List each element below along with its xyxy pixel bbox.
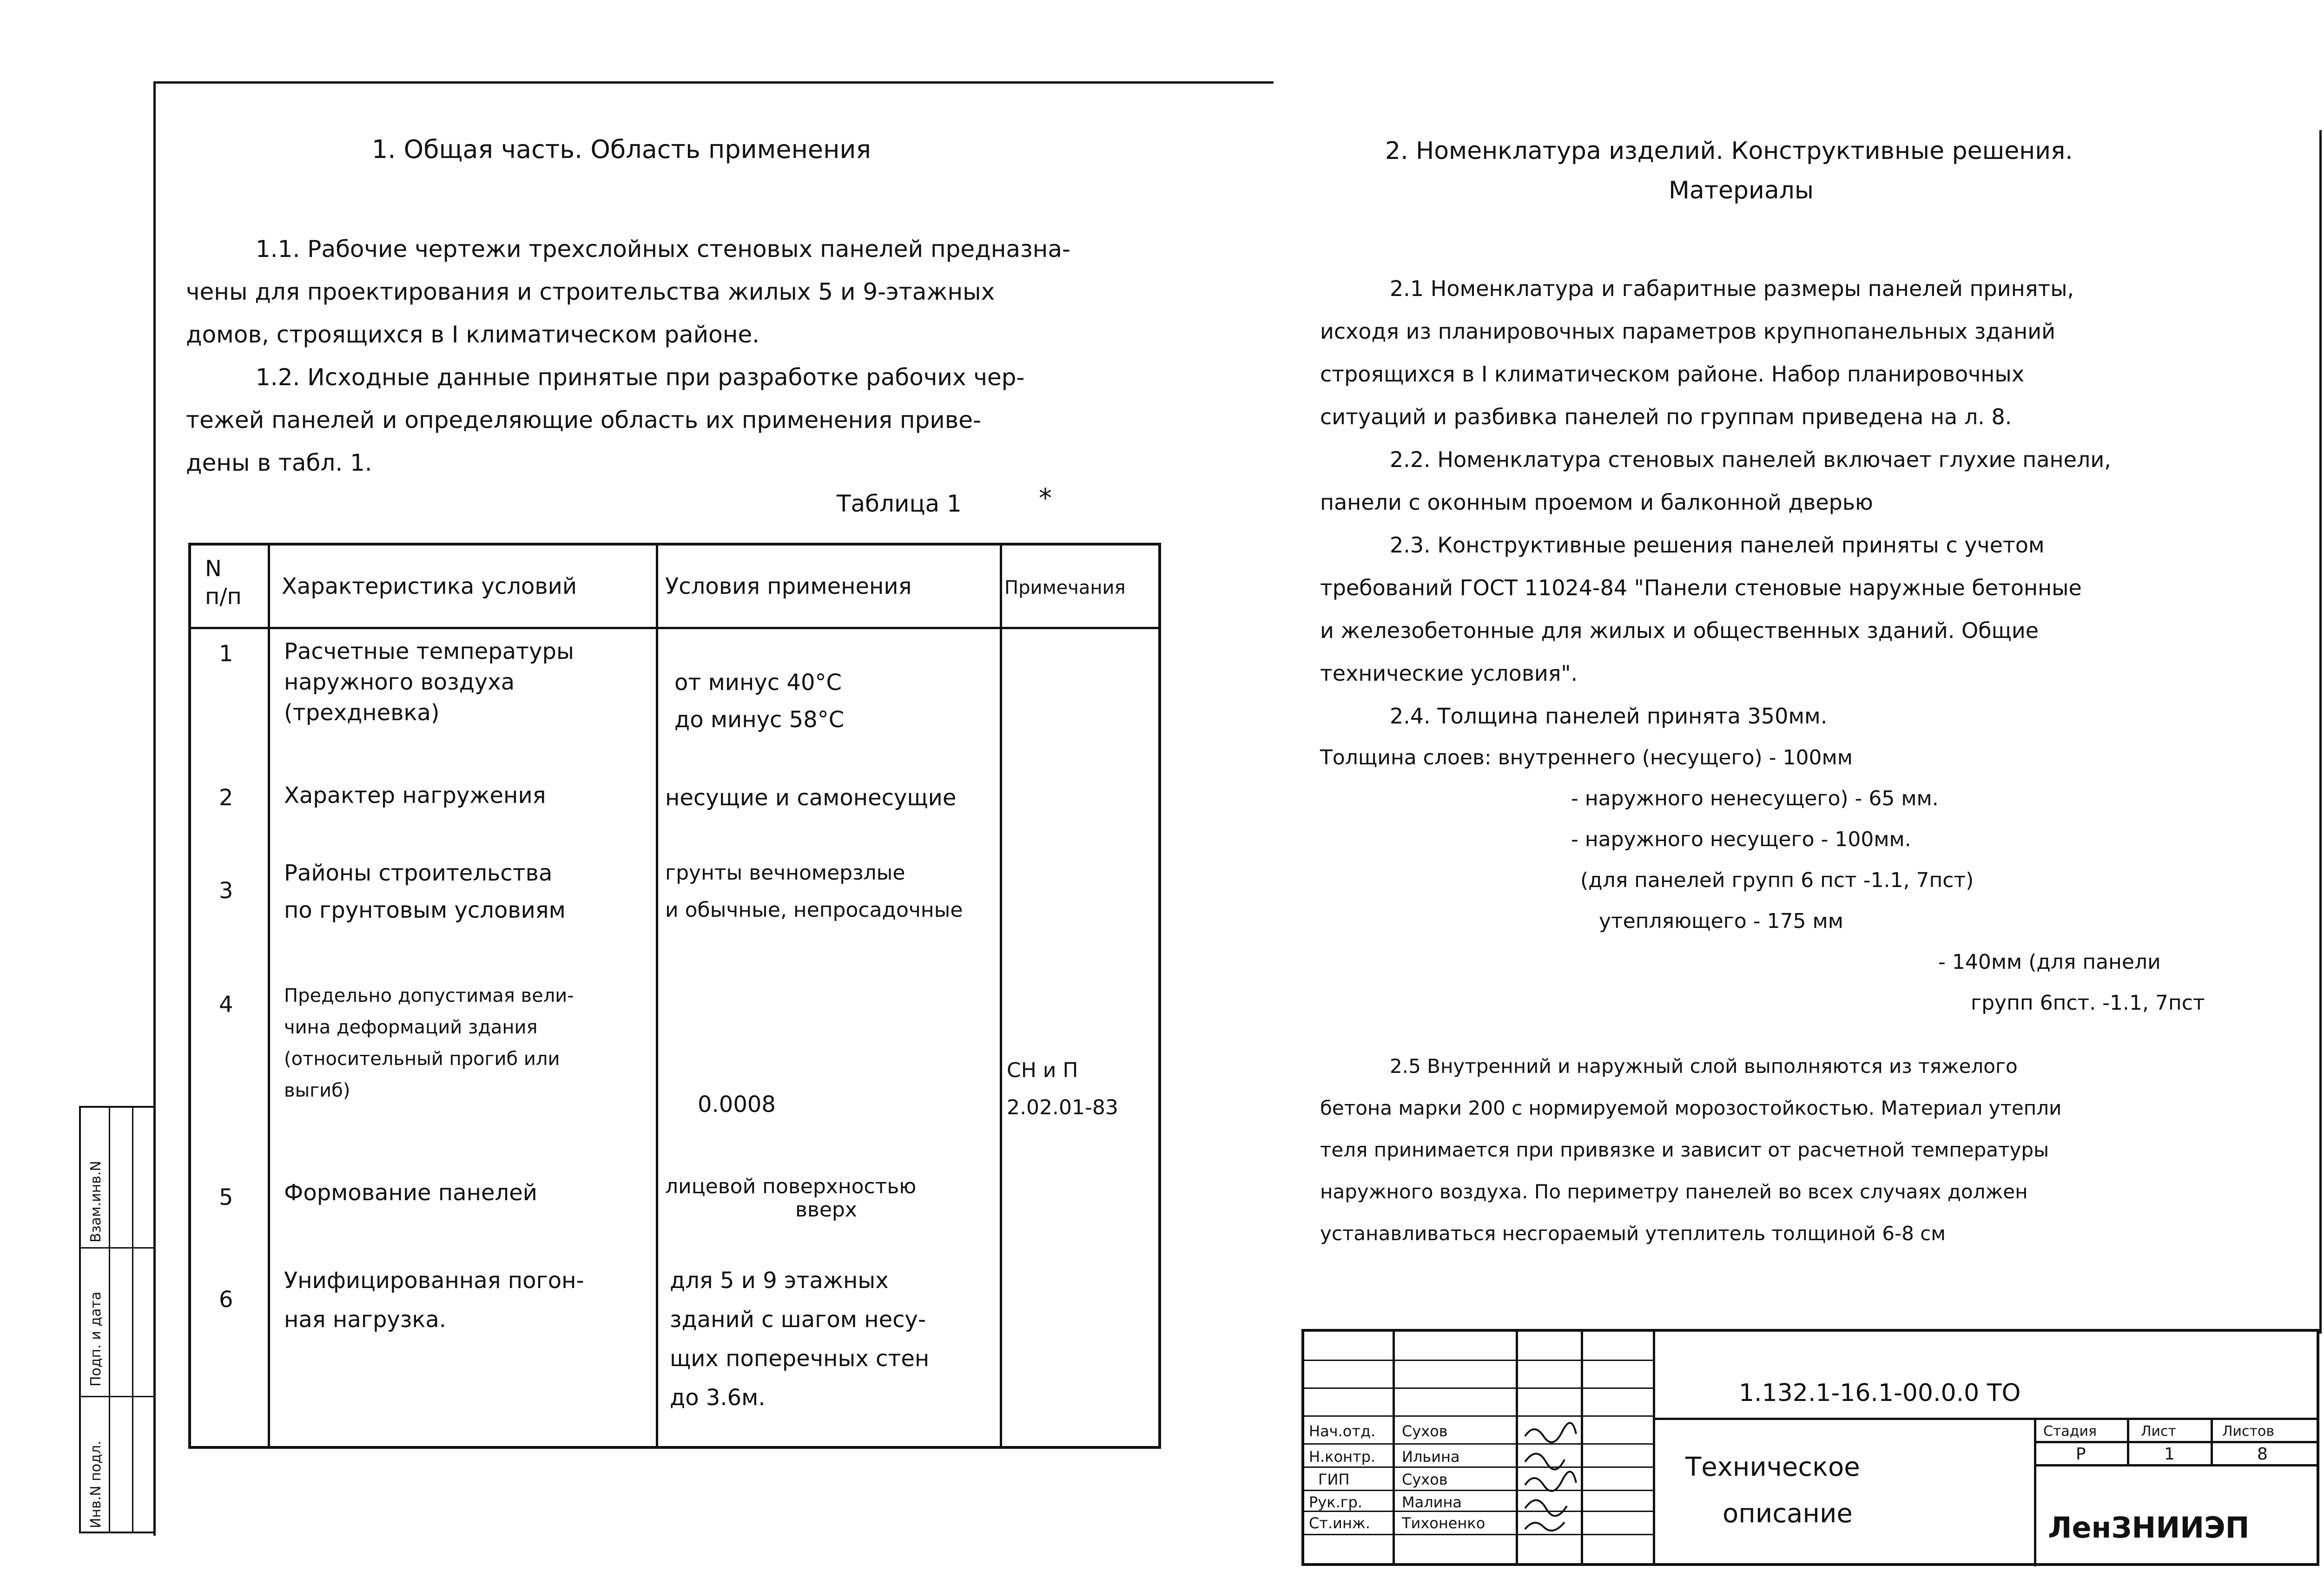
row4-characteristic bbox=[284, 980, 574, 1106]
row3-char-line: по грунтовым условиям bbox=[284, 897, 566, 923]
p12-line: дены в табл. 1. bbox=[186, 449, 372, 476]
layer-line: - наружного ненесущего) - 65 мм. bbox=[1571, 787, 1939, 810]
row4-conditions: 0.0008 bbox=[698, 1091, 776, 1118]
p21-line: строящихся в I климатическом районе. Набор планировочных bbox=[1320, 362, 2024, 387]
row1-char-line: наружного воздуха bbox=[284, 669, 515, 695]
stage-header: Стадия bbox=[2043, 1423, 2097, 1440]
row4-char-line: выгиб) bbox=[284, 1080, 350, 1101]
stage-value: Р bbox=[2076, 1445, 2086, 1464]
tb-row-line bbox=[1304, 1387, 1653, 1389]
row2-characteristic: Характер нагружения bbox=[284, 782, 546, 809]
layer-line: Толщина слоев: внутреннего (несущего) - 100мм bbox=[1320, 746, 1853, 769]
row4-notes-line: СН и П bbox=[1007, 1058, 1078, 1082]
row6-char-line: ная нагрузка. bbox=[284, 1307, 447, 1333]
tb-code-underline bbox=[1653, 1418, 2317, 1420]
stamp-row-line bbox=[81, 1247, 154, 1249]
p23-line: технические условия". bbox=[1320, 661, 1578, 686]
row5-conditions bbox=[665, 1175, 916, 1222]
top-border-left bbox=[153, 81, 1274, 84]
header-conditions: Условия применения bbox=[665, 573, 912, 599]
tb-sep-role bbox=[1393, 1332, 1395, 1563]
row6-char-line: Унифицированная погон- bbox=[284, 1268, 584, 1294]
header-num-n: N bbox=[205, 556, 222, 582]
sheet-value: 1 bbox=[2164, 1445, 2175, 1464]
row1-characteristic bbox=[284, 636, 574, 728]
stamp-item: Подп. и дата bbox=[88, 1291, 104, 1387]
stamp-row-line bbox=[81, 1396, 154, 1397]
layer-line: (для панелей групп 6 пст -1.1, 7пст) bbox=[1580, 868, 1974, 892]
tb-row-line bbox=[1304, 1443, 1653, 1445]
layer-line: - наружного несущего - 100мм. bbox=[1571, 828, 1911, 851]
row4-notes bbox=[1007, 1052, 1118, 1126]
row3-cond-line: и обычные, непросадочные bbox=[665, 898, 963, 922]
tb-row-line bbox=[1304, 1360, 1653, 1361]
tb-name: Тихоненко bbox=[1402, 1514, 1486, 1532]
section2-paragraph-23 bbox=[1320, 524, 2082, 695]
row5-characteristic: Формование панелей bbox=[284, 1180, 537, 1206]
tb-row-line bbox=[1304, 1415, 1653, 1417]
row4-char-line: (относительный прогиб или bbox=[284, 1048, 560, 1070]
stamp-col-line bbox=[132, 1108, 133, 1532]
row3-characteristic bbox=[284, 855, 566, 929]
section1-paragraph-2 bbox=[186, 356, 1024, 484]
tb-stage-left bbox=[2034, 1418, 2036, 1566]
section2-paragraph-21 bbox=[1320, 267, 2074, 438]
sheets-header: Листов bbox=[2222, 1423, 2275, 1440]
tb-row-line bbox=[1304, 1490, 1653, 1491]
p22-line: 2.2. Номенклатура стеновых панелей включает глухие панели, bbox=[1390, 447, 2111, 472]
layer-line: групп 6пст. -1.1, 7пст bbox=[1971, 991, 2205, 1015]
row5-cond-line: лицевой поверхностью bbox=[665, 1175, 917, 1198]
table1-asterisk: * bbox=[1039, 483, 1052, 513]
p21-line: ситуаций и разбивка панелей по группам приведена на л. 8. bbox=[1320, 404, 2012, 429]
sheet-header: Лист bbox=[2141, 1423, 2177, 1440]
document-name-line2: описание bbox=[1723, 1499, 1853, 1529]
p11-line: 1.1. Рабочие чертежи трехслойных стеновых панелей предназна- bbox=[256, 236, 1071, 263]
header-num-pp: п/п bbox=[205, 584, 242, 610]
tb-sep-date bbox=[1653, 1332, 1655, 1563]
tb-sep-name bbox=[1516, 1332, 1518, 1563]
layer-line: - 140мм (для панели bbox=[1938, 950, 2161, 974]
p25-line: бетона марки 200 с нормируемой морозостойкостью. Материал утепли bbox=[1320, 1097, 2062, 1119]
row6-characteristic bbox=[284, 1261, 584, 1339]
tb-name: Сухов bbox=[1402, 1422, 1448, 1440]
row4-num: 4 bbox=[219, 992, 233, 1018]
row3-char-line: Районы строительства bbox=[284, 860, 553, 886]
p12-line: тежей панелей и определяющие область их применения приве- bbox=[186, 407, 982, 434]
tb-role: ГИП bbox=[1318, 1471, 1350, 1488]
row4-notes-line: 2.02.01-83 bbox=[1007, 1096, 1118, 1119]
table1-caption: Таблица 1 bbox=[837, 490, 962, 517]
p22-line: панели с оконным проемом и балконной дверью bbox=[1320, 490, 1873, 515]
layer-line: утепляющего - 175 мм bbox=[1599, 909, 1843, 933]
p25-line: наружного воздуха. По периметру панелей во всех случаях должен bbox=[1320, 1180, 2028, 1203]
row6-cond-line: зданий с шагом несу- bbox=[670, 1307, 926, 1333]
row3-cond-line: грунты вечномерзлые bbox=[665, 861, 905, 885]
stamp-item: Инв.N подл. bbox=[88, 1440, 104, 1528]
p23-line: и железобетонные для жилых и общественных зданий. Общие bbox=[1320, 618, 2039, 643]
section2-paragraph-22 bbox=[1320, 438, 2111, 524]
tb-role: Ст.инж. bbox=[1309, 1514, 1370, 1532]
section1-paragraph-1 bbox=[186, 228, 1070, 356]
row4-char-line: Предельно допустимая вели- bbox=[284, 985, 574, 1006]
row5-num: 5 bbox=[219, 1184, 233, 1210]
right-border bbox=[2319, 130, 2322, 1334]
header-characteristic: Характеристика условий bbox=[282, 573, 577, 599]
p25-line: теля принимается при привязке и зависит от расчетной температуры bbox=[1320, 1138, 2049, 1161]
row6-num: 6 bbox=[219, 1287, 233, 1313]
section2-title-line1: 2. Номенклатура изделий. Конструктивные решения. bbox=[1385, 137, 2073, 165]
table1-col-sep-2 bbox=[656, 546, 658, 1446]
p21-line: 2.1 Номенклатура и габаритные размеры панелей приняты, bbox=[1390, 276, 2074, 301]
tb-name: Малина bbox=[1402, 1493, 1462, 1511]
p23-line: требований ГОСТ 11024-84 "Панели стеновые наружные бетонные bbox=[1320, 575, 2082, 600]
row1-conditions bbox=[674, 664, 844, 738]
p25-line: 2.5 Внутренний и наружный слой выполняются из тяжелого bbox=[1390, 1055, 2018, 1078]
row6-cond-line: до 3.6м. bbox=[670, 1385, 766, 1411]
row2-conditions: несущие и самонесущие bbox=[665, 785, 957, 811]
p24-line: 2.4. Толщина панелей принята 350мм. bbox=[1390, 703, 1828, 729]
tb-name: Сухов bbox=[1402, 1471, 1448, 1488]
row1-cond-line: до минус 58°С bbox=[674, 707, 845, 733]
document-name-line1: Техническое bbox=[1685, 1452, 1860, 1482]
row3-conditions bbox=[665, 855, 963, 929]
row1-char-line: Расчетные температуры bbox=[284, 638, 574, 664]
layers-list bbox=[1320, 737, 2205, 1024]
tb-sep-sign bbox=[1581, 1332, 1583, 1563]
p11-line: чены для проектирования и строительства жилых 5 и 9-этажных bbox=[186, 278, 995, 305]
tb-role: Н.контр. bbox=[1309, 1448, 1376, 1466]
section2-title-line2: Материалы bbox=[1669, 177, 1814, 204]
stamp-col-line bbox=[109, 1108, 110, 1532]
title-block bbox=[1301, 1329, 2319, 1566]
sheets-value: 8 bbox=[2257, 1445, 2268, 1464]
row6-cond-line: щих поперечных стен bbox=[670, 1346, 930, 1372]
header-notes: Примечания bbox=[1004, 577, 1126, 598]
margin-stamp bbox=[79, 1106, 156, 1533]
p12-line: 1.2. Исходные данные принятые при разработке рабочих чер- bbox=[256, 364, 1025, 391]
organization-name: ЛенЗНИИЭП bbox=[2048, 1511, 2250, 1545]
row1-char-line: (трехдневка) bbox=[284, 700, 440, 726]
header-num bbox=[205, 555, 242, 611]
tb-name: Ильина bbox=[1402, 1448, 1460, 1466]
row3-num: 3 bbox=[219, 878, 233, 904]
table1-col-sep-1 bbox=[268, 546, 270, 1446]
p21-line: исходя из планировочных параметров крупнопанельных зданий bbox=[1320, 319, 2056, 344]
tb-role: Рук.гр. bbox=[1309, 1493, 1363, 1511]
signatures-graphic bbox=[1520, 1418, 1578, 1534]
p23-line: 2.3. Конструктивные решения панелей приняты с учетом bbox=[1390, 533, 2045, 558]
row2-num: 2 bbox=[219, 785, 233, 811]
p11-line: домов, строящихся в I климатическом районе. bbox=[186, 321, 760, 348]
section2-paragraph-25 bbox=[1320, 1045, 2061, 1255]
tb-row-line bbox=[1304, 1534, 1653, 1535]
row4-char-line: чина деформаций здания bbox=[284, 1017, 538, 1038]
p25-line: устанавливаться несгораемый утеплитель толщиной 6-8 см bbox=[1320, 1222, 1946, 1245]
row5-cond-line: вверх bbox=[795, 1198, 857, 1222]
tb-role: Нач.отд. bbox=[1309, 1422, 1376, 1440]
section1-title: 1. Общая часть. Область применения bbox=[372, 135, 871, 164]
row6-cond-line: для 5 и 9 этажных bbox=[670, 1268, 889, 1294]
document-code: 1.132.1-16.1-00.0.0 ТО bbox=[1739, 1379, 2021, 1407]
stamp-item: Взам.инв.N bbox=[88, 1161, 104, 1243]
section2-paragraph-24 bbox=[1320, 695, 1827, 737]
table1-col-sep-3 bbox=[1000, 546, 1002, 1446]
row1-cond-line: от минус 40°С bbox=[674, 670, 842, 696]
row1-num: 1 bbox=[219, 641, 233, 667]
table1 bbox=[188, 543, 1161, 1449]
row6-conditions bbox=[670, 1261, 929, 1417]
